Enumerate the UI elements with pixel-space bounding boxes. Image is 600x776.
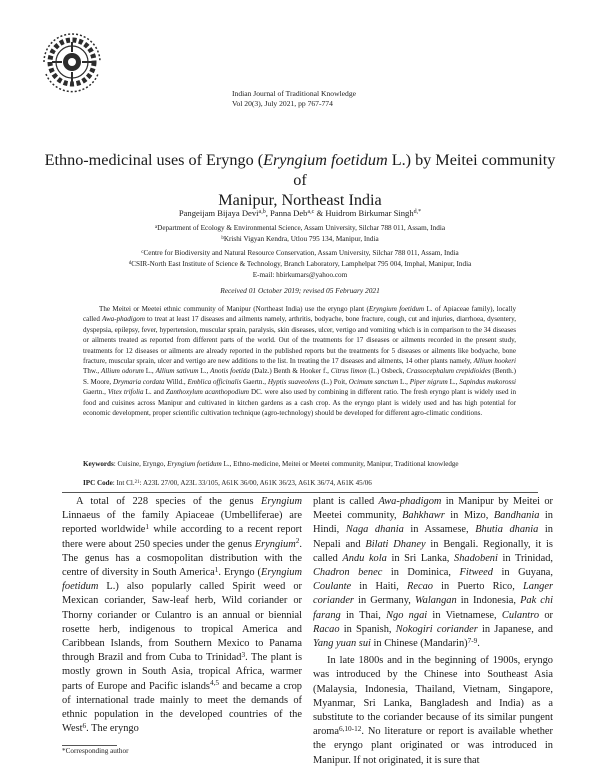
footnote-divider [62, 745, 117, 746]
body-paragraph: A total of 228 species of the genus Eryngium Linnaeus of the family Apiaceae (Umbelliferae) are reported worldwide$^1$ while according to a recent report there were about 250 species under the genus Eryngium$^2$. The genus has a cosmopolitan distribution with the centre of diversity in South America$^1$. Eryngo (Eryngium foetidum L.) also popularly called Spirit weed or Mexican coriander, Saw-leaf herb, Wild coriander or Thorny coriander or Culantro is an annual or biennial rosette herb, indigenous to tropical America and Caribbean Islands, from Southern Mexico to Panama through Brazil and from Cuba to Trinidad$^3$. The plant is mostly grown in South Asia, tropical Africa, warmer parts of Europe and Pacific islands$^{4,5}$ and became a crop of international trade mainly to meet the demands of ethnic population in the developed countries of the West$^6$. The eryngo [62, 496, 302, 735]
journal-name: Indian Journal of Traditional Knowledge [232, 89, 357, 98]
author-name: Pangeijam Bijaya Devi [178, 208, 259, 218]
author-list: Pangeijam Bijaya Devi$^{a,b}$, Panna Deb$^{a,c}$ & Huidrom Birkumar Singh$^{d,*}$ [178, 208, 422, 218]
niscair-logo [38, 30, 108, 94]
body-paragraph: plant is called Awa-phadigom in Manipur by Meitei or Meetei community, Bahkhawr in Mizo, Bandhania in Hindi, Naga dhania in Assamese, Bhutia dhania in Nepali and Bilati Dhaney in Bengali. Regionally, it is called Andu kola in Sri Lanka, Shadobeni in Trinidad, Chadron benec in Dominica, Fitweed in Guyana, Coulante in Haiti, Recao in Puerto Rico, Langer coriander in Germany, Walangan in Indonesia, Pak chi farang in Thai, Ngo ngai in Vietnamese, Culantro or Racao in Spanish, Nokogiri coriander in Japanese, and Yang yuan sui in Chinese (Mandarin)$^{7-9}$. [313, 496, 554, 650]
paper-title: Ethno-medicinal uses of Eryngo (Eryngium foetidum L.) by Meitei community of Manipur, Northeast India [44, 151, 556, 209]
received-dates: Received 01 October 2019; revised 05 February 2021 [220, 286, 380, 295]
abstract: The Meitei or Meetei ethnic community of Manipur (Northeast India) use the eryngo plant (Eryngium foetidum L. of Apiaceae family), locally called Awa-phadigom to treat at least 17 diseases and ailments namely, arthritis, bodyache, bone fracture, cough, cut and injuries, diarrhoea, dysentery, dyspepsia, epilepsy, fever, hypertension, muscular sprain, paralysis, skin diseases, ulcer, vertigo and vomiting which is in comparison to the 34 diseases or ailments treated as reported from different parts of the world. Out of the treatments for 17 diseases or ailments recorded in the present study, treatments for 12 diseases or ailments are already reported in the published reports but the treatments for 5 diseases or ailments like bodyache, bone fracture, muscular sprain, ulcer and vertigo are new additions to the list. In treating the 17 diseases and ailments, 14 other plants namely, Allium hookeri Thw., Allium odorum L., Allium sativum L., Anotis foetida (Dalz.) Benth & Hooker f., Citrus limon (L.) Osbeck, Crassocephalum crepidioides (Benth.) S. Moore, Drymaria cordata Willd., Emblica officinalis Gaertn., Hyptis suaveolens (L.) Poit, Ocimum sanctum L., Piper nigrum L., Sapindus mukorossi Gaertn., Vitex trifolia L. and Zanthoxylum acanthopodium DC. were also used by combining in different ratio. The fresh eryngo plant is widely used in food and cuisines across Manipur and cultivated in kitchen gardens as a cash crop. As the eryngo plant is widely used and has high potential for economic development, proper scientific cultivation technique (agro-technology) should be developed for different agro-climatic conditions. [83, 305, 517, 418]
affiliation: $^b$Krishi Vigyan Kendra, Utlou 795 134, Manipur, India [221, 235, 379, 243]
author-name: Panna Deb [270, 208, 308, 218]
body-column-left [62, 495, 302, 736]
corresponding-email: E-mail: hbirkumars@yahoo.com [252, 271, 348, 279]
body-column-right [313, 495, 553, 768]
section-divider [62, 492, 538, 493]
ipc-code: IPC Code: Int Cl.$^{21}$: A23L 27/00, A23L 33/105, A61K 36/00, A61K 36/23, A61K 36/74, A61K 45/06 [83, 479, 372, 487]
affiliation: $^c$Centre for Biodiversity and Natural Resource Conservation, Assam University, Silchar 788 011, Assam, India [141, 249, 459, 257]
keywords: Keywords: Cuisine, Eryngo, Eryngium foetidum L., Ethno-medicine, Meitei or Meetei community, Manipur, Traditional knowledge [83, 460, 459, 468]
affiliation: $^d$CSIR-North East Institute of Science & Technology, Branch Laboratory, Lamphelpat 795 004, Imphal, Manipur, India [128, 260, 472, 268]
journal-volume: Vol 20(3), July 2021, pp 767-774 [232, 99, 333, 108]
footnote: *Corresponding author [62, 747, 129, 755]
journal-header [232, 89, 356, 109]
author-name: Huidrom Birkumar Singh [325, 208, 414, 218]
affiliation: $^a$Department of Ecology & Environmental Science, Assam University, Silchar 788 011, Assam, India [154, 224, 446, 232]
body-paragraph: In late 1800s and in the beginning of 1900s, eryngo was introduced by the Chinese into Southeast Asia (Malaysia, Indonesia, Thailand, Vietnam, Singapore, Myanmar, Sri Lanka, Bangladesh and India) as a substitute to the coriander because of its similar pungent aroma$^{6,10-12}$. No literature or report is available whether the eryngo plant originated or was introduced in Manipur. If not originated, it is sure that [313, 655, 553, 766]
